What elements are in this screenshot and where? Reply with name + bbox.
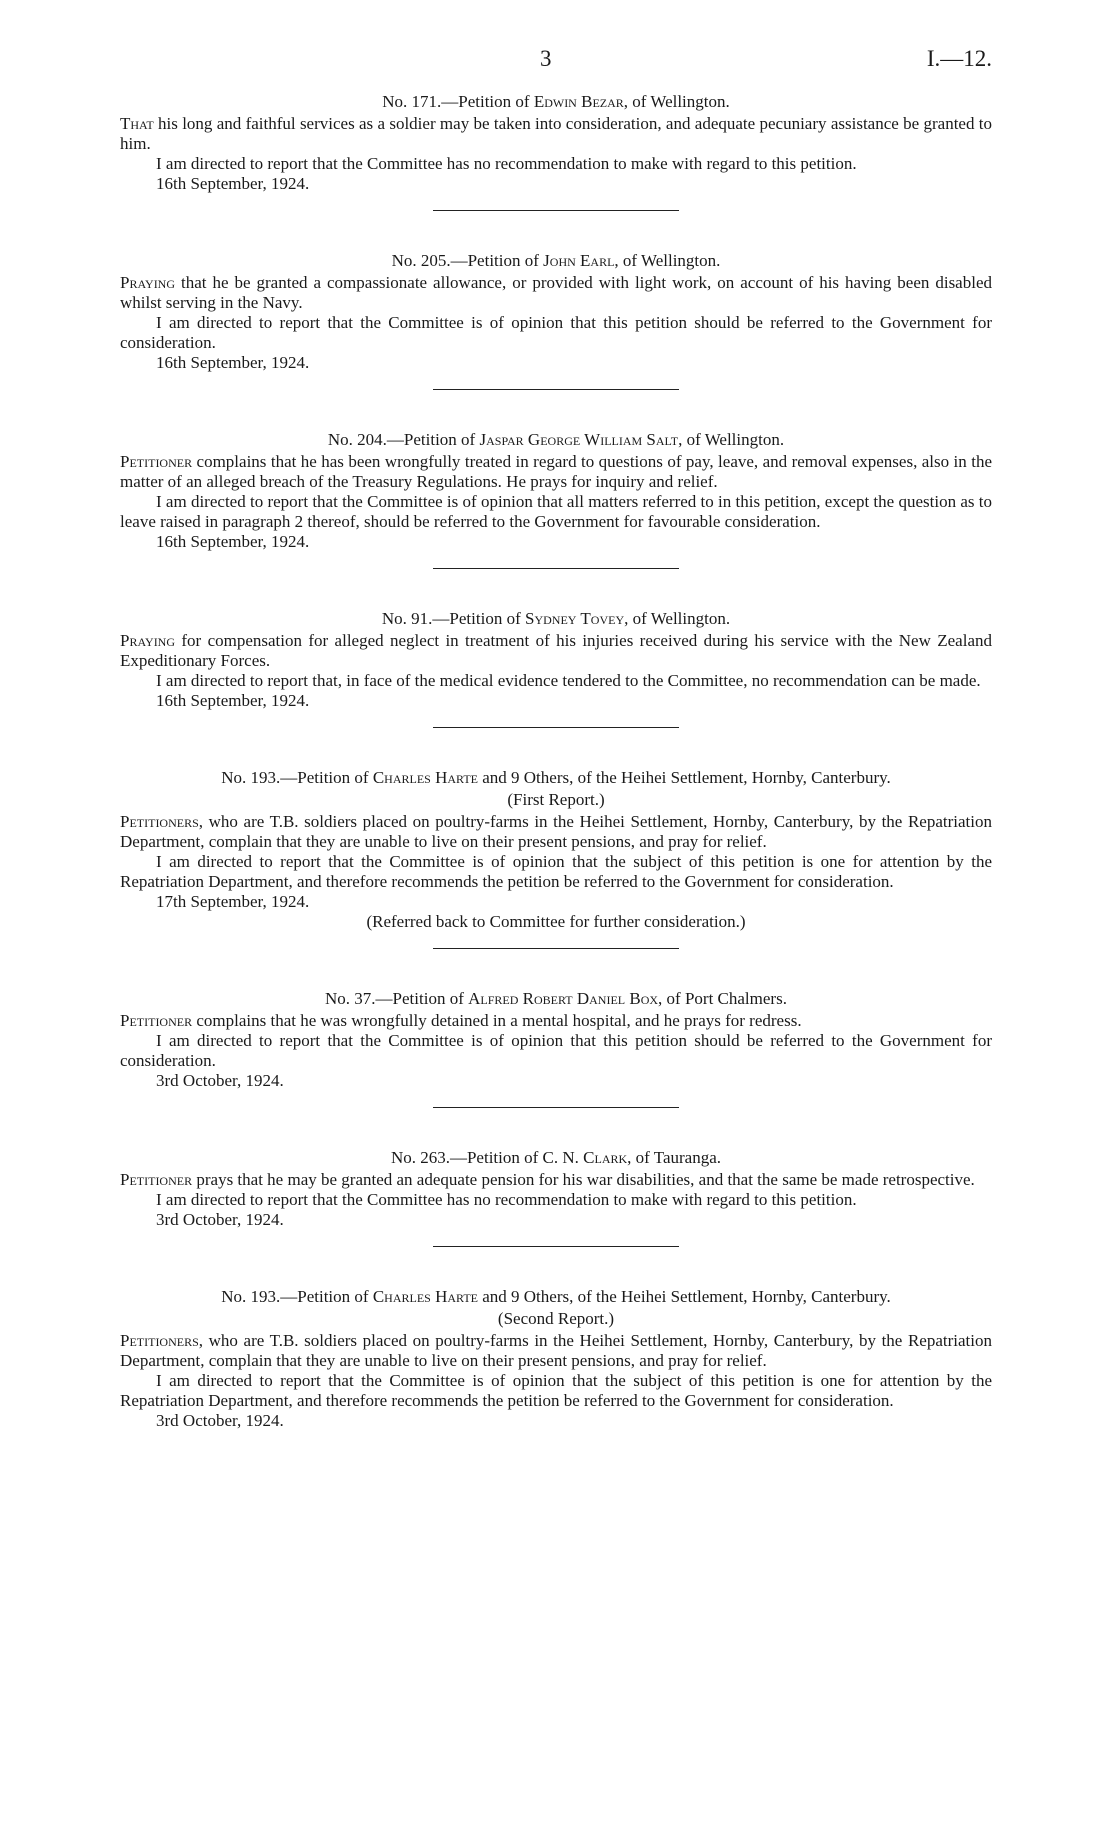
report-date: 3rd October, 1924. — [156, 1071, 284, 1090]
section-divider — [433, 948, 679, 949]
committee-report: I am directed to report that the Committee is of opinion that the subject of this petition is one for attention by the Repatriation Department, and therefore recommends the petition be referred to the Government for consideration. — [120, 852, 992, 891]
report-date: 16th September, 1924. — [156, 174, 310, 193]
petitioner-name: John Earl — [543, 251, 615, 270]
petition-body: Petitioner complains that he has been wrongfully treated in regard to questions of pay, leave, and removal expenses, also in the matter of an alleged breach of the Treasury Regulations. He prays for inquiry and relief. — [120, 452, 992, 491]
petition-91 — [120, 609, 992, 728]
petitioner-name: Alfred Robert Daniel Box — [468, 989, 659, 1008]
petition-heading: No. 171.—Petition of Edwin Bezar, of Wellington. — [382, 92, 730, 111]
committee-report: I am directed to report that the Committee is of opinion that the subject of this petition is one for attention by the Repatriation Department, and therefore recommends the petition be referred to the Government for consideration. — [120, 1371, 992, 1410]
section-divider — [433, 389, 679, 390]
petition-heading: No. 91.—Petition of Sydney Tovey, of Wellington. — [381, 609, 731, 628]
section-divider — [433, 1107, 679, 1108]
page-header — [0, 46, 1114, 80]
section-divider — [433, 727, 679, 728]
petitioner-name: Charles Harte — [372, 768, 478, 787]
document-reference: I.—12. — [926, 46, 992, 71]
petition-body: Petitioners, who are T.B. soldiers placed on poultry-farms in the Heihei Settlement, Hornby, Canterbury, by the Repatriation Department, complain that they are unable to live on their present pensions, and pray for relief. — [120, 1331, 992, 1370]
committee-report: I am directed to report that the Committee is of opinion that all matters referred to in this petition, except the question as to leave raised in paragraph 2 thereof, should be referred to the Government for favourable consideration. — [120, 492, 992, 531]
committee-report: I am directed to report that the Committee is of opinion that this petition should be referred to the Government for consideration. — [120, 313, 992, 352]
petition-body: Praying for compensation for alleged neglect in treatment of his injuries received during his service with the New Zealand Expeditionary Forces. — [120, 631, 992, 670]
petition-body: Praying that he be granted a compassionate allowance, or provided with light work, on account of his having been disabled whilst serving in the Navy. — [120, 273, 992, 312]
report-date: 17th September, 1924. — [156, 892, 310, 911]
petitions-list — [120, 92, 992, 1431]
petitioner-name: Jaspar George William Salt — [479, 430, 679, 449]
petitioner-name: Sydney Tovey — [525, 609, 625, 628]
report-date: 16th September, 1924. — [156, 353, 310, 372]
petition-193-first-report — [120, 768, 992, 949]
report-date: 3rd October, 1924. — [156, 1210, 284, 1229]
committee-report: I am directed to report that, in face of the medical evidence tendered to the Committee, no recommendation can be made. — [156, 671, 981, 690]
page-number: 3 — [540, 46, 552, 71]
petition-body: Petitioners, who are T.B. soldiers placed on poultry-farms in the Heihei Settlement, Hornby, Canterbury, by the Repatriation Department, complain that they are unable to live on their present pensions, and pray for relief. — [120, 812, 992, 851]
petition-heading: No. 205.—Petition of John Earl, of Wellington. — [391, 251, 721, 270]
petition-body: Petitioner complains that he was wrongfully detained in a mental hospital, and he prays for redress. — [120, 1011, 802, 1030]
petition-heading: No. 204.—Petition of Jaspar George William Salt, of Wellington. — [327, 430, 785, 449]
petitioner-name: C. N. Clark — [542, 1148, 628, 1167]
committee-report: I am directed to report that the Committee has no recommendation to make with regard to this petition. — [156, 154, 857, 173]
committee-report: I am directed to report that the Committee has no recommendation to make with regard to this petition. — [156, 1190, 857, 1209]
report-subtitle: (Second Report.) — [497, 1309, 615, 1328]
petition-205 — [120, 251, 992, 390]
petition-193-second-report — [120, 1287, 992, 1431]
petition-heading: No. 37.—Petition of Alfred Robert Daniel Box, of Port Chalmers. — [325, 989, 787, 1008]
petition-heading: No. 263.—Petition of C. N. Clark, of Tauranga. — [390, 1148, 722, 1167]
petitioner-name: Edwin Bezar — [533, 92, 624, 111]
petition-263 — [120, 1148, 992, 1247]
committee-report: I am directed to report that the Committee is of opinion that this petition should be referred to the Government for consideration. — [120, 1031, 992, 1070]
section-divider — [433, 568, 679, 569]
petition-37 — [120, 989, 992, 1108]
petition-204 — [120, 430, 992, 569]
petition-heading: No. 193.—Petition of Charles Harte and 9 Others, of the Heihei Settlement, Hornby, Canterbury. — [221, 1287, 891, 1306]
petition-body: That his long and faithful services as a soldier may be taken into consideration, and adequate pecuniary assistance be granted to him. — [120, 114, 992, 153]
section-divider — [433, 210, 679, 211]
petition-171 — [120, 92, 992, 211]
petition-body: Petitioner prays that he may be granted an adequate pension for his war disabilities, and that the same be made retrospective. — [120, 1170, 975, 1189]
report-subtitle: (First Report.) — [507, 790, 605, 809]
report-date: 16th September, 1924. — [156, 691, 310, 710]
section-divider — [433, 1246, 679, 1247]
petitioner-name: Charles Harte — [372, 1287, 478, 1306]
report-date: 16th September, 1924. — [156, 532, 310, 551]
referral-note: (Referred back to Committee for further consideration.) — [366, 912, 746, 931]
petition-heading: No. 193.—Petition of Charles Harte and 9 Others, of the Heihei Settlement, Hornby, Canterbury. — [221, 768, 891, 787]
report-date: 3rd October, 1924. — [156, 1411, 284, 1430]
